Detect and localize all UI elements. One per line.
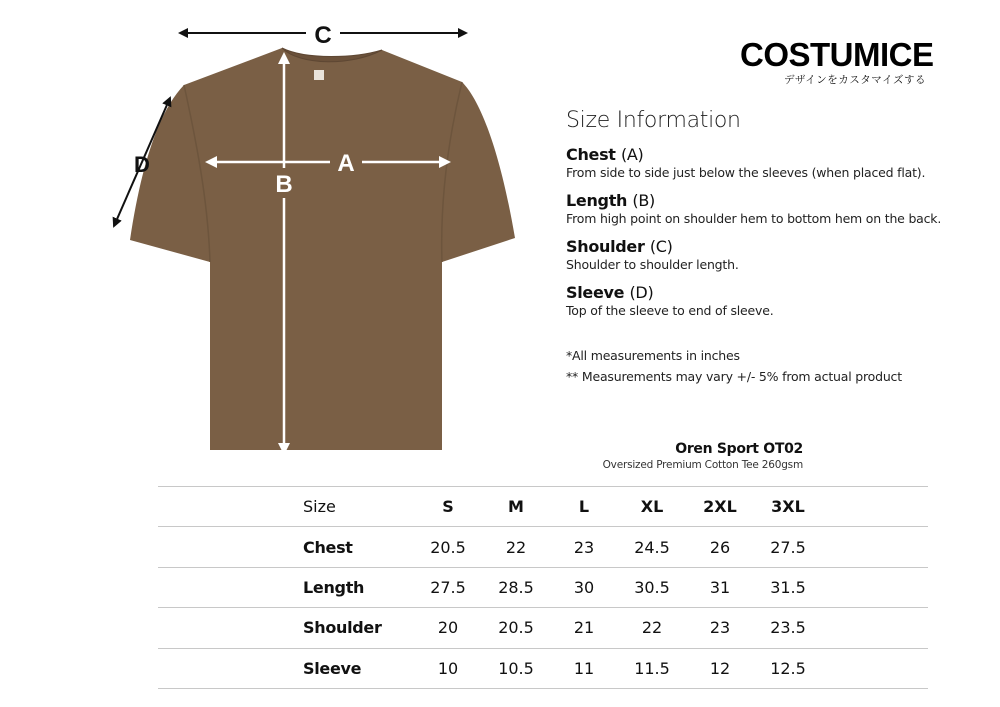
- label-a: A: [337, 150, 355, 177]
- table-cell: 30: [550, 567, 618, 607]
- tshirt-shape: [130, 48, 515, 450]
- product-info: [603, 441, 803, 471]
- term-chest-letter: (A): [620, 145, 644, 164]
- table-cell: 11: [550, 648, 618, 688]
- term-length-name: Length: [566, 191, 628, 210]
- table-cell: 30.5: [618, 567, 686, 607]
- table-cell: 11.5: [618, 648, 686, 688]
- size-table: [158, 486, 928, 689]
- table-cell: 31: [686, 567, 754, 607]
- term-sleeve-letter: (D): [629, 283, 654, 302]
- table-cell: 21: [550, 608, 618, 648]
- table-cell: 20: [414, 608, 482, 648]
- table-cell: 27.5: [754, 527, 822, 567]
- header-size-m: M: [482, 487, 550, 527]
- row-label: Sleeve: [158, 648, 414, 688]
- label-c: C: [314, 22, 332, 49]
- product-name: Oren Sport OT02: [675, 441, 803, 457]
- row-label: Length: [158, 567, 414, 607]
- header-size-xl: XL: [618, 487, 686, 527]
- table-cell: 20.5: [414, 527, 482, 567]
- product-subtitle: Oversized Premium Cotton Tee 260gsm: [602, 459, 803, 471]
- term-sleeve-desc: Top of the sleeve to end of sleeve.: [566, 303, 774, 318]
- notes: [566, 345, 986, 387]
- label-b: B: [275, 171, 293, 198]
- term-chest-name: Chest: [566, 145, 616, 164]
- header-size-2xl: 2XL: [686, 487, 754, 527]
- term-shoulder-desc: Shoulder to shoulder length.: [566, 257, 739, 272]
- term-length: [566, 191, 986, 227]
- neck-label: [314, 70, 324, 80]
- table-cell: 22: [482, 527, 550, 567]
- table-cell: 27.5: [414, 567, 482, 607]
- table-cell: 31.5: [754, 567, 822, 607]
- term-sleeve-name: Sleeve: [566, 283, 625, 302]
- table-cell: 20.5: [482, 608, 550, 648]
- header-size-s: S: [414, 487, 482, 527]
- brand: [740, 36, 934, 87]
- table-cell: 10: [414, 648, 482, 688]
- table-cell: 12.5: [754, 648, 822, 688]
- term-length-desc: From high point on shoulder hem to bottom hem on the back.: [566, 211, 942, 226]
- table-cell: 28.5: [482, 567, 550, 607]
- table-header-row: [158, 487, 928, 527]
- brand-logo: COSTUMICE: [740, 36, 934, 73]
- term-length-letter: (B): [632, 191, 655, 210]
- table-row: [158, 608, 928, 648]
- size-info-heading: Size Information: [566, 108, 741, 133]
- table-cell: 23: [686, 608, 754, 648]
- table-cell: 23: [550, 527, 618, 567]
- table-cell: 12: [686, 648, 754, 688]
- table-row: [158, 567, 928, 607]
- term-sleeve: [566, 283, 986, 319]
- term-shoulder: [566, 237, 986, 273]
- header-size-label: Size: [158, 487, 414, 527]
- row-label: Chest: [158, 527, 414, 567]
- label-d: D: [134, 152, 150, 177]
- table-cell: 22: [618, 608, 686, 648]
- note-variance: ** Measurements may vary +/- 5% from actual product: [566, 369, 902, 384]
- brand-tagline: デザインをカスタマイズする: [784, 74, 926, 86]
- table-cell: 26: [686, 527, 754, 567]
- table-cell: 10.5: [482, 648, 550, 688]
- header-size-l: L: [550, 487, 618, 527]
- table-cell: 23.5: [754, 608, 822, 648]
- table-row: [158, 648, 928, 688]
- term-chest-desc: From side to side just below the sleeves (when placed flat).: [566, 165, 926, 180]
- header-size-3xl: 3XL: [754, 487, 822, 527]
- note-units: *All measurements in inches: [566, 348, 740, 363]
- term-shoulder-name: Shoulder: [566, 237, 645, 256]
- size-information: [566, 108, 986, 387]
- row-label: Shoulder: [158, 608, 414, 648]
- term-chest: [566, 145, 986, 181]
- tshirt-diagram: [0, 0, 560, 470]
- table-cell: 24.5: [618, 527, 686, 567]
- term-shoulder-letter: (C): [649, 237, 673, 256]
- table-row: [158, 527, 928, 567]
